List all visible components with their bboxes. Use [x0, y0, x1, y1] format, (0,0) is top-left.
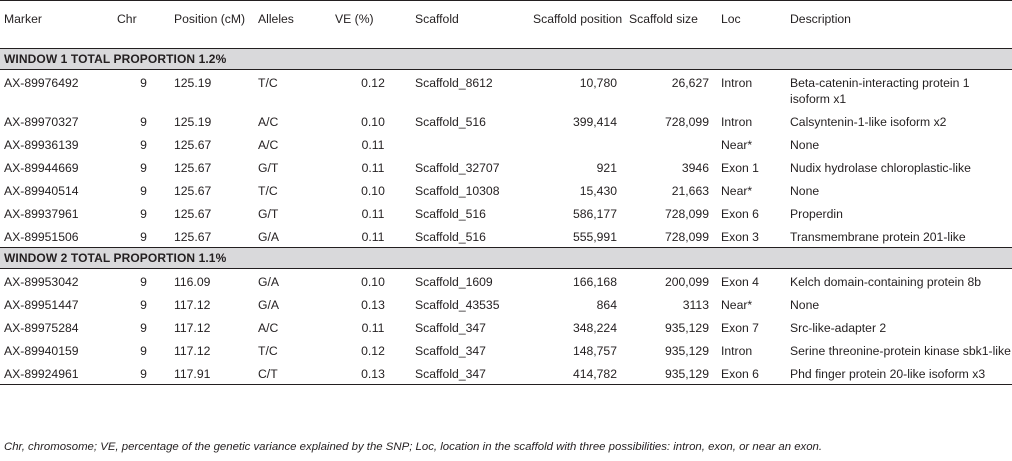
cell-scaffold-position: [529, 132, 625, 155]
cell-scaffold-size: 200,099: [664, 275, 709, 289]
cell-alleles: C/T: [258, 367, 278, 381]
cell-alleles: G/A: [258, 275, 279, 289]
cell-description: Properdin: [790, 207, 843, 221]
cell-scaffold-position: 555,991: [572, 230, 617, 244]
cell-ve: 0.11: [361, 138, 385, 152]
table-row: [0, 315, 1012, 338]
cell-loc: Exon 7: [721, 321, 759, 335]
cell-chr: 9: [140, 298, 147, 312]
cell-alleles: G/T: [258, 207, 279, 221]
cell-scaffold-size: 26,627: [671, 76, 709, 90]
cell-description: None: [790, 298, 820, 312]
cell-alleles: T/C: [258, 184, 278, 198]
cell-ve: 0.10: [361, 115, 385, 129]
header-chr: Chr: [117, 12, 137, 26]
cell-ve: 0.11: [361, 321, 385, 335]
cell-scaffold-position: 414,782: [572, 367, 617, 381]
cell-alleles: G/T: [258, 161, 279, 175]
cell-marker: AX-89951506: [4, 230, 79, 244]
cell-chr: 9: [140, 184, 147, 198]
cell-scaffold-position: 921: [596, 161, 617, 175]
cell-marker: AX-89936139: [4, 138, 79, 152]
window-title: WINDOW 1 TOTAL PROPORTION 1.2%: [0, 49, 1012, 70]
cell-description: Kelch domain-containing protein 8b: [790, 275, 982, 289]
cell-alleles: A/C: [258, 321, 279, 335]
cell-ve: 0.11: [361, 207, 385, 221]
cell-description: Beta-catenin-interacting protein 1 isoform x1: [790, 76, 970, 106]
cell-loc: Near*: [721, 298, 753, 312]
cell-scaffold-position: 864: [596, 298, 617, 312]
cell-alleles: G/A: [258, 298, 279, 312]
table-row: [0, 338, 1012, 361]
cell-alleles: T/C: [258, 76, 278, 90]
cell-marker: AX-89944669: [4, 161, 79, 175]
cell-description: Nudix hydrolase chloroplastic-like: [790, 161, 971, 175]
cell-chr: 9: [140, 230, 147, 244]
cell-ve: 0.12: [361, 76, 385, 90]
cell-loc: Near*: [721, 138, 753, 152]
cell-chr: 9: [140, 138, 147, 152]
cell-position: 125.67: [174, 184, 212, 198]
cell-position: 125.67: [174, 230, 212, 244]
cell-description: None: [790, 184, 820, 198]
cell-loc: Intron: [721, 76, 753, 90]
cell-marker: AX-89937961: [4, 207, 79, 221]
header-position: Position (cM): [174, 12, 246, 26]
cell-scaffold: Scaffold_347: [415, 367, 486, 381]
cell-scaffold: Scaffold_347: [415, 344, 486, 358]
cell-scaffold: Scaffold_43535: [415, 298, 500, 312]
cell-position: 116.09: [174, 275, 211, 289]
cell-chr: 9: [140, 161, 147, 175]
cell-alleles: T/C: [258, 344, 278, 358]
header-loc: Loc: [721, 12, 741, 26]
table-row: [0, 109, 1012, 132]
cell-scaffold: Scaffold_1609: [415, 275, 493, 289]
cell-ve: 0.13: [361, 367, 385, 381]
cell-scaffold-size: 728,099: [664, 115, 709, 129]
cell-scaffold-size: 21,663: [671, 184, 709, 198]
cell-alleles: A/C: [258, 138, 279, 152]
cell-position: 117.91: [174, 367, 211, 381]
cell-description: None: [790, 138, 820, 152]
cell-scaffold: Scaffold_516: [415, 115, 486, 129]
cell-scaffold-size: 728,099: [664, 207, 709, 221]
table-row: [0, 269, 1012, 293]
cell-description: Phd finger protein 20-like isoform x3: [790, 367, 986, 381]
cell-marker: AX-89953042: [4, 275, 79, 289]
cell-scaffold: Scaffold_347: [415, 321, 486, 335]
cell-scaffold: Scaffold_516: [415, 230, 486, 244]
cell-scaffold: Scaffold_8612: [415, 76, 493, 90]
cell-ve: 0.12: [361, 344, 385, 358]
table-footnote: Chr, chromosome; VE, percentage of the genetic variance explained by the SNP; Loc, location in the scaffold with three possibilities: intron, exon, or near an exon.: [4, 441, 823, 453]
cell-chr: 9: [140, 367, 147, 381]
header-ve: VE (%): [335, 12, 374, 26]
cell-loc: Exon 6: [721, 207, 759, 221]
cell-alleles: G/A: [258, 230, 279, 244]
cell-loc: Exon 3: [721, 230, 759, 244]
cell-scaffold-position: 148,757: [572, 344, 617, 358]
header-scaffold-size: Scaffold size: [629, 12, 698, 26]
table-row: [0, 155, 1012, 178]
header-scaffold-position: Scaffold position: [533, 12, 623, 26]
cell-scaffold: [411, 132, 529, 155]
cell-scaffold-size: [625, 132, 717, 155]
header-alleles: Alleles: [258, 12, 294, 26]
cell-ve: 0.11: [361, 230, 385, 244]
cell-scaffold-size: 935,129: [664, 344, 709, 358]
cell-scaffold: Scaffold_516: [415, 207, 486, 221]
header-scaffold: Scaffold: [415, 12, 459, 26]
header-description: Description: [790, 12, 851, 26]
cell-scaffold: Scaffold_10308: [415, 184, 500, 198]
cell-ve: 0.11: [361, 161, 385, 175]
cell-chr: 9: [140, 275, 147, 289]
cell-alleles: A/C: [258, 115, 279, 129]
cell-scaffold-size: 935,129: [664, 321, 709, 335]
cell-loc: Near*: [721, 184, 753, 198]
cell-position: 125.19: [174, 76, 212, 90]
cell-ve: 0.10: [361, 184, 385, 198]
window-header-row: [0, 248, 1012, 269]
cell-ve: 0.13: [361, 298, 385, 312]
cell-chr: 9: [140, 207, 147, 221]
cell-marker: AX-89951447: [4, 298, 79, 312]
cell-loc: Exon 6: [721, 367, 759, 381]
cell-loc: Exon 4: [721, 275, 759, 289]
cell-marker: AX-89970327: [4, 115, 79, 129]
cell-chr: 9: [140, 344, 147, 358]
cell-scaffold-position: 15,430: [579, 184, 617, 198]
cell-description: Serine threonine-protein kinase sbk1-like: [790, 344, 1011, 358]
cell-loc: Exon 1: [721, 161, 759, 175]
cell-marker: AX-89940514: [4, 184, 79, 198]
table-row: [0, 361, 1012, 385]
cell-scaffold-size: 728,099: [664, 230, 709, 244]
cell-marker: AX-89924961: [4, 367, 79, 381]
cell-position: 125.67: [174, 138, 212, 152]
cell-marker: AX-89940159: [4, 344, 79, 358]
cell-description: Calsyntenin-1-like isoform x2: [790, 115, 947, 129]
window-title: WINDOW 2 TOTAL PROPORTION 1.1%: [0, 248, 1012, 269]
cell-scaffold: Scaffold_32707: [415, 161, 500, 175]
cell-loc: Intron: [721, 344, 753, 358]
table-row: [0, 70, 1012, 110]
cell-scaffold-size: 3113: [682, 298, 709, 312]
cell-marker: AX-89976492: [4, 76, 79, 90]
cell-scaffold-position: 166,168: [572, 275, 617, 289]
cell-position: 117.12: [174, 344, 211, 358]
cell-description: Transmembrane protein 201-like: [790, 230, 966, 244]
header-row: [0, 1, 1012, 49]
table-row: [0, 292, 1012, 315]
cell-scaffold-size: 935,129: [664, 367, 709, 381]
table-row: [0, 132, 1012, 155]
table-row: [0, 201, 1012, 224]
window-header-row: [0, 49, 1012, 70]
cell-position: 125.67: [174, 207, 212, 221]
header-marker: Marker: [4, 12, 42, 26]
cell-position: 117.12: [174, 321, 211, 335]
cell-scaffold-size: 3946: [681, 161, 709, 175]
cell-position: 125.19: [174, 115, 212, 129]
table-row: [0, 224, 1012, 248]
cell-position: 125.67: [174, 161, 212, 175]
cell-description: Src-like-adapter 2: [790, 321, 887, 335]
cell-chr: 9: [140, 76, 147, 90]
cell-scaffold-position: 586,177: [572, 207, 617, 221]
cell-scaffold-position: 348,224: [572, 321, 617, 335]
table-row: [0, 178, 1012, 201]
cell-chr: 9: [140, 321, 147, 335]
cell-marker: AX-89975284: [4, 321, 79, 335]
cell-loc: Intron: [721, 115, 753, 129]
cell-chr: 9: [140, 115, 147, 129]
cell-ve: 0.10: [361, 275, 385, 289]
cell-scaffold-position: 10,780: [579, 76, 617, 90]
cell-position: 117.12: [174, 298, 211, 312]
cell-scaffold-position: 399,414: [572, 115, 617, 129]
